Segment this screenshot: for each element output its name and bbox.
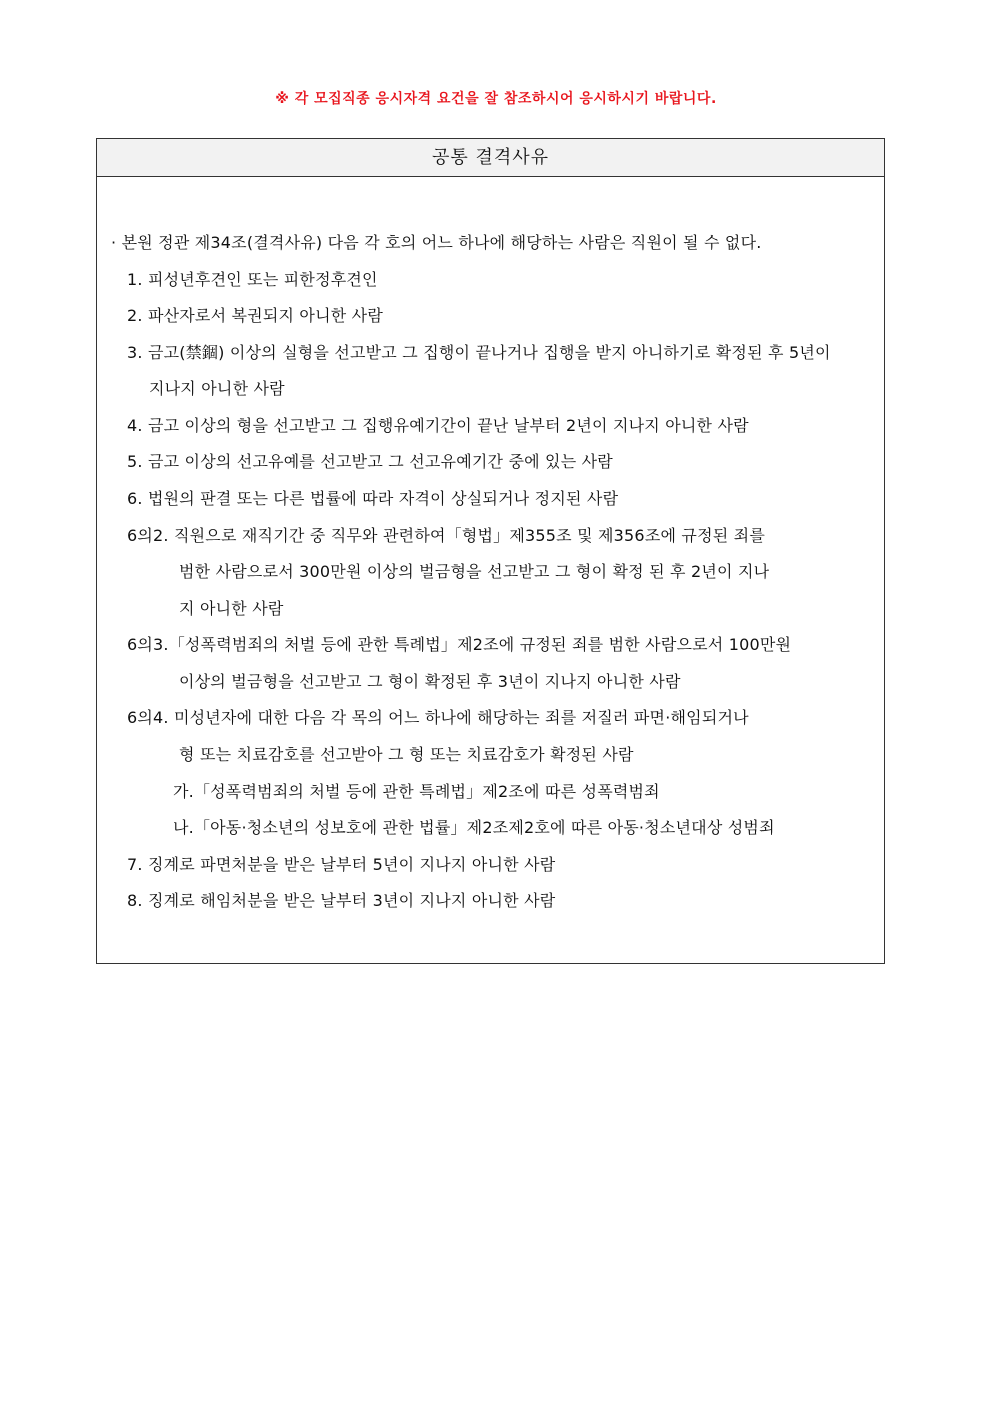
list-item: 2. 파산자로서 복권되지 아니한 사람: [127, 306, 383, 325]
list-item: 5. 금고 이상의 선고유예를 선고받고 그 선고유예기간 중에 있는 사람: [127, 452, 613, 471]
list-item: 1. 피성년후견인 또는 피한정후견인: [127, 270, 378, 289]
table-header: 공통 결격사유: [97, 139, 884, 177]
list-item: 6의4. 미성년자에 대한 다음 각 목의 어느 하나에 해당하는 죄를 저질러 파면·해임되거나: [127, 708, 749, 727]
sub-item: 나.「아동·청소년의 성보호에 관한 법률」제2조제2호에 따른 아동·청소년대상 성범죄: [173, 818, 775, 837]
list-item: 6. 법원의 판결 또는 다른 법률에 따라 자격이 상실되거나 정지된 사람: [127, 489, 619, 508]
list-item: 6의3.「성폭력범죄의 처벌 등에 관한 특례법」제2조에 규정된 죄를 범한 사람으로서 100만원: [127, 635, 792, 654]
list-item: 6의2. 직원으로 재직기간 중 직무와 관련하여「형법」제355조 및 제356조에 규정된 죄를: [127, 526, 765, 545]
list-item: 7. 징계로 파면처분을 받은 날부터 5년이 지나지 아니한 사람: [127, 855, 556, 874]
sub-item: 가.「성폭력범죄의 처벌 등에 관한 특례법」제2조에 따른 성폭력범죄: [173, 782, 660, 801]
list-item-continuation: 범한 사람으로서 300만원 이상의 벌금형을 선고받고 그 형이 확정 된 후 2년이 지나: [179, 562, 770, 581]
list-item: 4. 금고 이상의 형을 선고받고 그 집행유예기간이 끝난 날부터 2년이 지나지 아니한 사람: [127, 416, 749, 435]
notice-heading: ※ 각 모집직종 응시자격 요건을 잘 참조하시어 응시하시기 바랍니다.: [275, 91, 717, 107]
list-item: 8. 징계로 해임처분을 받은 날부터 3년이 지나지 아니한 사람: [127, 891, 556, 910]
list-item-continuation: 형 또는 치료감호를 선고받아 그 형 또는 치료감호가 확정된 사람: [179, 745, 634, 764]
disqualification-table: [96, 138, 885, 964]
list-item-continuation: 이상의 벌금형을 선고받고 그 형이 확정된 후 3년이 지나지 아니한 사람: [179, 672, 681, 691]
list-item-continuation: 지 아니한 사람: [179, 599, 284, 618]
list-item-continuation: 지나지 아니한 사람: [149, 379, 285, 398]
intro-text: · 본원 정관 제34조(결격사유) 다음 각 호의 어느 하나에 해당하는 사람은 직원이 될 수 없다.: [111, 233, 762, 252]
list-item: 3. 금고(禁錮) 이상의 실형을 선고받고 그 집행이 끝나거나 집행을 받지 아니하기로 확정된 후 5년이: [127, 343, 831, 362]
